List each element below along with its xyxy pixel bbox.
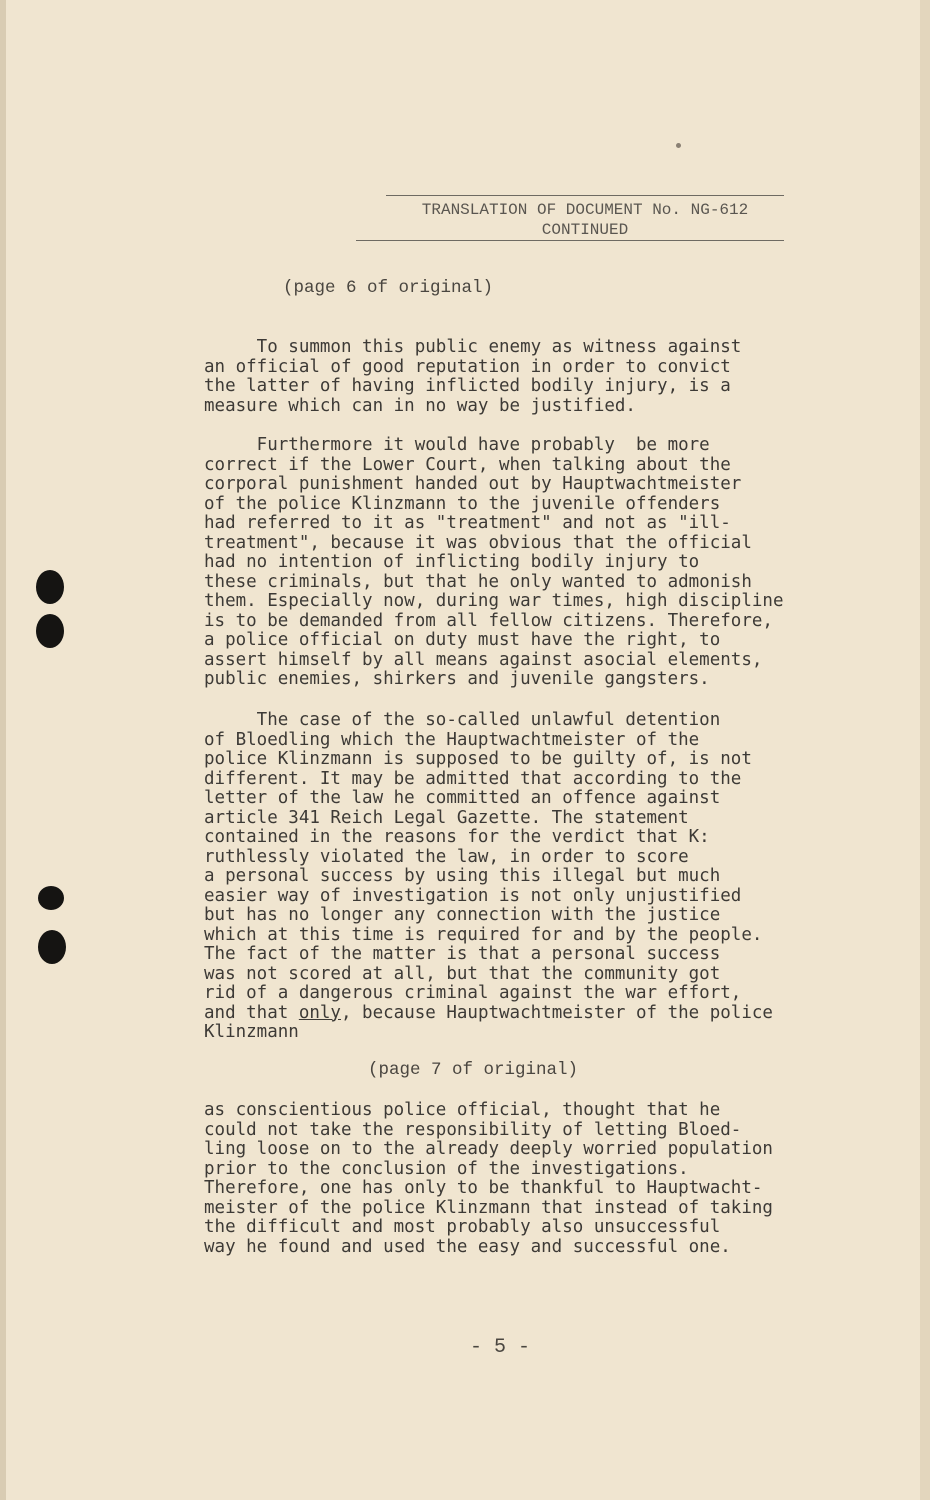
original-page-note: (page 6 of original) (283, 278, 494, 298)
header-rule-bottom (356, 240, 784, 241)
paper-speck (676, 143, 681, 148)
paragraph-1: To summon this public enemy as witness against an official of good reputation in order to convict the latter of having inflicted bodily injury, is a measure which can in no way be justified. (204, 337, 742, 416)
paragraph-2: Furthermore it would have probably be more correct if the Lower Court, when talking about the corporal punishment handed out by Hauptwachtmeister of the police Klinzmann to the juvenile offenders had referred to it as "treatment" and not as "ill- treatment", because it was obvious that the official had no intention of inflicting bodily injury to these criminals, but that he only wanted to admonish them. Especially now, during war times, high discipline is to be demanded from all fellow citizens. Therefore, a police official on duty must have the right, to assert himself by all means against asocial elements, public enemies, shirkers and juvenile gangsters. (204, 435, 784, 689)
header-rule-top (386, 195, 784, 196)
original-page-note: (page 7 of original) (368, 1060, 579, 1080)
document-header (384, 200, 786, 240)
paragraph-3-text-b: , because Hauptwachtmeister of the police Klinzmann (204, 1002, 773, 1042)
header-title: TRANSLATION OF DOCUMENT No. NG-612 (421, 201, 749, 219)
underlined-word: only (298, 1002, 341, 1023)
header-subtitle: CONTINUED (541, 221, 629, 239)
punch-hole (36, 614, 64, 648)
paragraph-3-text-a: The case of the so-called unlawful detention of Bloedling which the Hauptwachtmeister of the police Klinzmann is supposed to be guilty of, is not different. It may be admitted that according to the letter of the law he committed an offence against article 341 Reich Legal Gazette. The statement contained in the reasons for the verdict that K: ruthlessly violated the law, in order to score a personal success by using this illegal but much easier way of investigation is not only unjustified but has no longer any connection with the justice which at this time is required for and by the people. The fact of the matter is that a personal success was not scored at all, but that the community got rid of a dangerous criminal against the war effort, and that (204, 710, 763, 1023)
paragraph-4: as conscientious police official, thought that he could not take the responsibility of letting Bloed- ling loose on to the already deeply worried population prior to the conclusion of the investigations. Therefore, one has only to be thankful to Hauptwacht- meister of the police Klinzmann that instead of taking the difficult and most probably also unsuccessful way he found and used the easy and successful one. (204, 1100, 773, 1257)
punch-hole (36, 570, 64, 604)
page-right-edge (920, 0, 930, 1500)
page-number: - 5 - (470, 1336, 531, 1359)
paragraph-3 (204, 711, 773, 1043)
punch-hole (38, 886, 64, 910)
punch-hole (38, 930, 66, 964)
page-left-edge (0, 0, 6, 1500)
